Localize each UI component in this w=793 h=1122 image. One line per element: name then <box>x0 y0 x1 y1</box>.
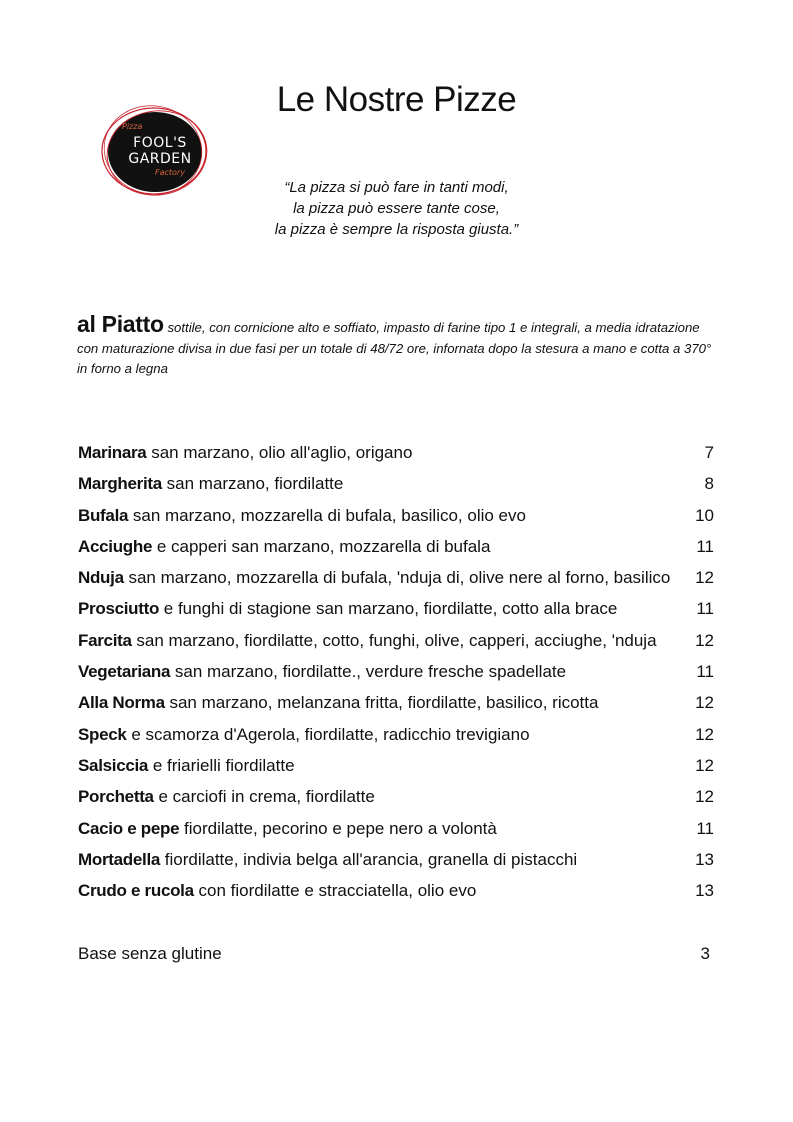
pizza-ingredients: san marzano, olio all'aglio, origano <box>146 443 413 462</box>
menu-item <box>78 659 714 690</box>
pizza-ingredients: san marzano, fiordilatte, cotto, funghi, olive, capperi, acciughe, 'nduja <box>131 630 657 650</box>
pizza-ingredients: e capperi san marzano, mozzarella di bufala <box>152 536 491 556</box>
pizza-price: 12 <box>695 755 714 775</box>
pizza-name: Porchetta <box>78 787 154 807</box>
quote-line: la pizza può essere tante cose, <box>293 200 500 217</box>
pizza-ingredients: san marzano, fiordilatte., verdure fresche spadellate <box>170 662 567 682</box>
menu-item <box>78 722 714 753</box>
pizza-ingredients: e funghi di stagione san marzano, fiordilatte, cotto alla brace <box>159 599 618 619</box>
pizza-price: 11 <box>696 599 714 619</box>
quote-line: “La pizza si può fare in tanti modi, <box>284 179 509 196</box>
menu-item <box>78 816 714 847</box>
gluten-free-option <box>78 941 710 967</box>
pizza-style-section <box>77 311 717 380</box>
pizza-name: Nduja <box>78 568 124 588</box>
menu-item <box>78 753 714 784</box>
menu-item <box>78 628 714 659</box>
menu-item <box>78 847 714 878</box>
pizza-price: 12 <box>695 568 714 588</box>
pizza-ingredients: con fiordilatte e stracciatella, olio evo <box>193 881 477 901</box>
pizza-name: Mortadella <box>78 849 161 869</box>
pizza-name: Farcita <box>78 630 132 650</box>
quote-line: la pizza è sempre la risposta giusta.” <box>274 221 519 238</box>
pizza-price: 13 <box>695 849 714 869</box>
pizza-name: Acciughe <box>78 536 153 556</box>
pizza-style-description: sottile, con cornicione alto e soffiato, impasto di farine tipo 1 e integrali, a media idratazione con maturazione divisa in due fasi per un totale di 48/72 ore, infornata dopo la stesura a mano e cotta a 370° in forno a legna <box>77 320 712 376</box>
pizza-ingredients: san marzano, melanzana fritta, fiordilatte, basilico, ricotta <box>164 693 599 713</box>
menu-item <box>78 565 714 596</box>
pizza-ingredients: fiordilatte, pecorino e pepe nero a volontà <box>179 818 497 838</box>
pizza-ingredients: fiordilatte, indivia belga all'arancia, granella di pistacchi <box>160 849 578 869</box>
menu-item <box>78 690 714 721</box>
page-title: Le Nostre Pizze <box>276 80 517 119</box>
intro-quote <box>0 177 793 240</box>
pizza-price: 10 <box>695 505 714 525</box>
pizza-ingredients: san marzano, mozzarella di bufala, basilico, olio evo <box>128 505 526 525</box>
pizza-ingredients: san marzano, fiordilatte <box>161 474 344 494</box>
pizza-name: Alla Norma <box>78 693 165 713</box>
menu-item <box>78 878 714 909</box>
pizza-style-name: al Piatto <box>77 311 164 337</box>
pizza-menu-list <box>78 440 714 909</box>
pizza-name: Salsiccia <box>78 755 149 775</box>
logo-text-pizza: Pizza <box>122 122 143 131</box>
menu-item <box>78 596 714 627</box>
pizza-name: Bufala <box>78 505 129 525</box>
pizza-price: 12 <box>695 787 714 807</box>
pizza-name: Speck <box>78 724 127 744</box>
pizza-name: Prosciutto <box>78 599 160 619</box>
pizza-price: 11 <box>696 818 714 838</box>
extra-label: Base senza glutine <box>78 944 222 963</box>
menu-item <box>78 503 714 534</box>
pizza-ingredients: san marzano, mozzarella di bufala, 'nduja di, olive nere al forno, basilico <box>123 568 671 588</box>
pizza-ingredients: e friarielli fiordilatte <box>148 755 295 775</box>
pizza-price: 11 <box>696 662 714 682</box>
pizza-name: Marinara <box>78 443 147 462</box>
pizza-price: 8 <box>704 474 714 494</box>
pizza-name: Vegetariana <box>78 662 171 682</box>
pizza-price: 12 <box>695 693 714 713</box>
extra-price: 3 <box>700 944 710 963</box>
pizza-name: Crudo e rucola <box>78 881 194 901</box>
logo-text-factory: Factory <box>155 168 185 177</box>
logo-text-fools: FOOL'S <box>133 135 187 151</box>
pizza-ingredients: e carciofi in crema, fiordilatte <box>153 787 375 807</box>
menu-item <box>78 471 714 502</box>
pizza-price: 12 <box>695 630 714 650</box>
pizza-price: 12 <box>695 724 714 744</box>
logo-text-garden: GARDEN <box>128 151 192 167</box>
menu-item <box>78 784 714 815</box>
menu-item <box>78 534 714 565</box>
pizza-price: 11 <box>696 536 714 556</box>
pizza-ingredients: e scamorza d'Agerola, fiordilatte, radicchio trevigiano <box>126 724 530 744</box>
menu-item <box>78 440 714 471</box>
pizza-name: Cacio e pepe <box>78 818 180 838</box>
pizza-price: 7 <box>704 443 714 462</box>
pizza-name: Margherita <box>78 474 162 494</box>
pizza-price: 13 <box>695 881 714 901</box>
